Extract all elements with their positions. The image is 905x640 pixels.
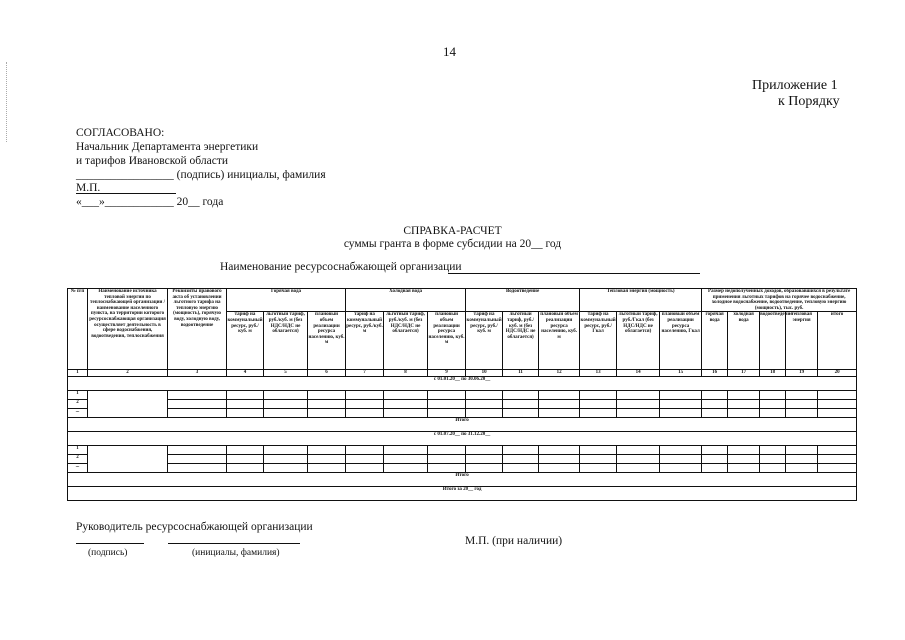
footer-sign: (подпись) <box>88 548 128 558</box>
group-heat: Тепловая энергия (мощность) <box>580 289 702 312</box>
approval-line1: Начальник Департамента энергетики <box>76 141 259 153</box>
col-header-source: Наименование источника тепловой энергии по теплоснабжающей организации / наименование населенного пункта, на территории которого ресурсоснабжающая организация осуществляет деятельность в сфере водоснабжения, водоотведения, теплоснабжения <box>88 289 168 370</box>
footer-mp: М.П. (при наличии) <box>465 535 563 547</box>
sub-header: тариф на коммунальный ресурс, руб./куб. м <box>346 312 384 370</box>
col-number: 18 <box>760 370 786 377</box>
org-label: Наименование ресурсоснабжающей организации <box>220 261 462 273</box>
col-number: 1 <box>68 370 88 377</box>
col-number: 15 <box>660 370 702 377</box>
mp-underline <box>76 193 176 194</box>
col-number: 10 <box>466 370 503 377</box>
sub-header: плановый объем реализации ресурса населению, куб. м <box>539 312 580 370</box>
approval-agreed: СОГЛАСОВАНО: <box>76 127 165 139</box>
initials-line <box>168 543 300 544</box>
col-number: 13 <box>580 370 617 377</box>
sub-header: холодная вода <box>728 312 760 370</box>
col-number: 6 <box>308 370 346 377</box>
row-num: 1 <box>68 391 88 400</box>
table-cell <box>88 446 168 473</box>
col-number: 8 <box>384 370 428 377</box>
sub-header: тепловая энергия <box>786 312 818 370</box>
total-row-1: Итого <box>68 418 857 432</box>
sub-header: горячая вода <box>702 312 728 370</box>
sub-header: тариф на коммунальный ресурс, руб./куб. м <box>227 312 264 370</box>
footer-initials: (инициалы, фамилия) <box>192 548 280 558</box>
doc-title: СПРАВКА-РАСЧЕТ <box>403 225 502 237</box>
col-number: 7 <box>346 370 384 377</box>
row-num: ... <box>68 464 88 473</box>
sub-header: льготный тариф, руб./Гкал (без НДС/НДС не облагается) <box>617 312 660 370</box>
period-row-1: с 01.01.20__ по 30.06.20__ <box>68 377 857 391</box>
doc-subtitle: суммы гранта в форме субсидии на 20__ год <box>343 238 562 250</box>
row-num: 1 <box>68 446 88 455</box>
group-cold-water: Холодная вода <box>346 289 466 312</box>
appendix-line1: Приложение 1 <box>752 78 838 93</box>
sub-header: плановый объем реализации ресурса населению, куб. м <box>428 312 466 370</box>
row-num: 2 <box>68 400 88 409</box>
approval-date: «___»____________ 20__ года <box>76 196 224 208</box>
appendix-line2: к Порядку <box>778 94 840 109</box>
sub-header: тариф на коммунальный ресурс, руб./Гкал <box>580 312 617 370</box>
col-number: 16 <box>702 370 728 377</box>
total-row-2: Итого <box>68 473 857 487</box>
col-number: 9 <box>428 370 466 377</box>
sub-header: льготный тариф, руб./куб. м (без НДС/НДС не облагается) <box>503 312 539 370</box>
sub-header: льготный тариф, руб./куб. м (без НДС/НДС не облагается) <box>384 312 428 370</box>
col-number: 2 <box>88 370 168 377</box>
page-number: 14 <box>443 44 456 59</box>
col-number: 5 <box>264 370 308 377</box>
col-number: 17 <box>728 370 760 377</box>
group-losses: Размер недополученных доходов, образовавшихся в результате применения льготных тарифов на горячее водоснабжение, холодное водоснабжение, водоотведение, тепловую энергию (мощность), тыс. руб. <box>702 289 857 312</box>
sub-header: тариф на коммунальный ресурс, руб./куб. м <box>466 312 503 370</box>
col-header-act: Реквизиты правового акта об установлении льготного тарифа на тепловую энергию (мощность), горячую воду, холодную воду, водоотведение <box>168 289 227 370</box>
group-hot-water: Горячая вода <box>227 289 346 312</box>
sub-header: итого <box>818 312 857 370</box>
group-drainage: Водоотведение <box>466 289 580 312</box>
col-number: 4 <box>227 370 264 377</box>
calc-table <box>67 288 857 501</box>
col-number: 14 <box>617 370 660 377</box>
col-header-num: № п/п <box>68 289 88 370</box>
row-num: ... <box>68 409 88 418</box>
total-year-row: Итого за 20__ год <box>68 487 857 501</box>
col-number: 3 <box>168 370 227 377</box>
period-row-2: с 01.07.20__ по 31.12.20__ <box>68 432 857 446</box>
col-number: 11 <box>503 370 539 377</box>
sub-header: водоотведение <box>760 312 786 370</box>
table-cell <box>88 391 168 418</box>
approval-mp: М.П. <box>76 182 101 194</box>
sub-header: плановый объем реализации ресурса населению, куб. м <box>308 312 346 370</box>
row-num: 2 <box>68 455 88 464</box>
sub-header: плановый объем реализации ресурса населению, Гкал <box>660 312 702 370</box>
margin-mark <box>6 62 11 142</box>
sub-header: льготный тариф, руб./куб. м (без НДС/НДС не облагается) <box>264 312 308 370</box>
org-line <box>448 273 700 274</box>
col-number: 12 <box>539 370 580 377</box>
col-number: 20 <box>818 370 857 377</box>
approval-line2: и тарифов Ивановской области <box>76 155 228 167</box>
sign-line <box>76 543 144 544</box>
col-number: 19 <box>786 370 818 377</box>
approval-signature: _________________ (подпись) инициалы, фамилия <box>76 169 326 181</box>
footer-head: Руководитель ресурсоснабжающей организации <box>76 521 313 533</box>
